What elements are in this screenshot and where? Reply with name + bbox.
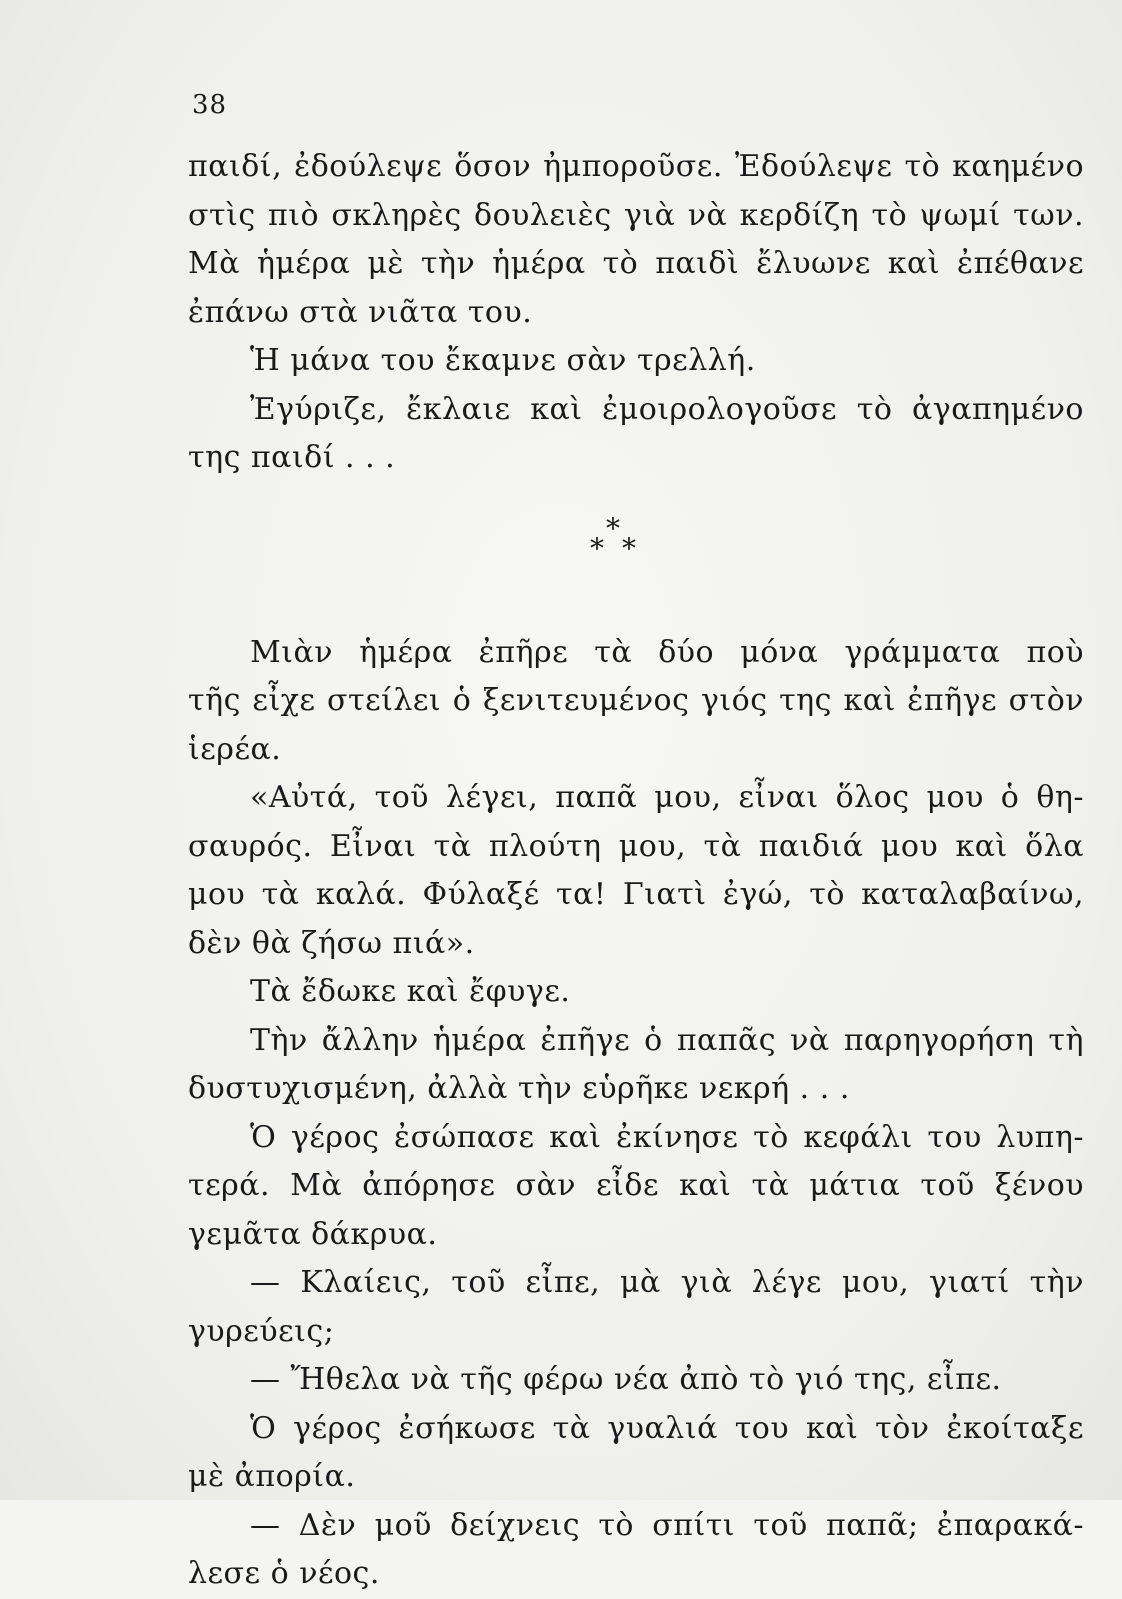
text-line: — Κλαίεις, τοῦ εἶπε, μὰ γιὰ λέγε μου, γιατί τὴν: [250, 1265, 1084, 1300]
text-line: δὲν θὰ ζήσω πιά».: [188, 925, 475, 961]
paragraph: [188, 1405, 1084, 1502]
text-line: Τὰ ἔδωκε καὶ ἔφυγε.: [250, 974, 571, 1009]
text-line: λεσε ὁ νέος.: [188, 1556, 380, 1591]
paragraph: [188, 386, 1084, 483]
text-line: — Δὲν μοῦ δείχνεις τὸ σπίτι τοῦ παπᾶ; ἐπαρακά-: [250, 1507, 1084, 1543]
paragraph: [188, 337, 1084, 386]
text-line: Τὴν ἄλλην ἡμέρα ἐπῆγε ὁ παπᾶς νὰ παρηγορήση τὴ: [250, 1022, 1084, 1058]
text-line: — Ἤθελα νὰ τῆς φέρω νέα ἀπὸ τὸ γιό της, εἶπε.: [250, 1362, 1002, 1397]
text-line: Ὁ γέρος ἐσήκωσε τὰ γυαλιά του καὶ τὸν ἐκοίταξε: [250, 1410, 1084, 1446]
paragraph: [188, 1017, 1084, 1114]
text-line: γεμᾶτα δάκρυα.: [188, 1216, 438, 1252]
text-line: Μὰ ἡμέρα μὲ τὴν ἡμέρα τὸ παιδὶ ἔλυωνε καὶ ἐπέθανε: [188, 246, 1084, 281]
text-part-1: [188, 143, 1084, 483]
asterisk-top: *: [606, 511, 620, 545]
text-part-2: [188, 629, 1084, 1599]
paragraph: [188, 143, 1084, 337]
text-line: ἱερέα.: [188, 731, 282, 767]
text-line: μου τὰ καλά. Φύλαξέ τα! Γιατὶ ἐγώ, τὸ καταλαβαίνω,: [188, 877, 1084, 912]
text-line: Ἐγύριζε, ἔκλαιε καὶ ἐμοιρολογοῦσε τὸ ἀγαπημένο: [250, 391, 1084, 427]
paragraph: [188, 968, 1084, 1017]
text-line: Ἡ μάνα του ἔκαμνε σὰν τρελλή.: [250, 343, 756, 378]
text-line: μὲ ἀπορία.: [188, 1459, 356, 1494]
page-number: 38: [192, 90, 228, 120]
paragraph: [188, 1356, 1084, 1405]
paragraph: [188, 1259, 1084, 1356]
paragraph: [188, 629, 1084, 775]
text-line: παιδί, ἐδούλεψε ὅσον ἠμποροῦσε. Ἐδούλεψε τὸ καημένο: [188, 149, 1084, 184]
text-line: τῆς εἶχε στείλει ὁ ξενιτευμένος γιός της καὶ ἐπῆγε στὸν: [188, 683, 1084, 718]
text-line: ἐπάνω στὰ νιᾶτα του.: [188, 294, 533, 330]
asterisk-right: *: [622, 531, 636, 565]
text-line: στὶς πιὸ σκληρὲς δουλειὲς γιὰ νὰ κερδίζη τὸ ψωμί των.: [188, 197, 1084, 233]
body-text: [188, 143, 1084, 1599]
paragraph: [188, 1502, 1084, 1599]
paragraph: [188, 774, 1084, 968]
text-line: γυρεύεις;: [188, 1313, 335, 1349]
text-line: τερά. Μὰ ἀπόρησε σὰν εἶδε καὶ τὰ μάτια τοῦ ξένου: [188, 1168, 1084, 1203]
text-line: Ὁ γέρος ἐσώπασε καὶ ἐκίνησε τὸ κεφάλι του λυπη-: [250, 1119, 1084, 1155]
paragraph: [188, 1114, 1084, 1260]
text-line: της παιδί . . .: [188, 440, 396, 475]
asterisk-left: *: [590, 531, 604, 565]
text-line: «Αὐτά, τοῦ λέγει, παπᾶ μου, εἶναι ὅλος μου ὁ θη-: [250, 780, 1084, 815]
section-break-asterism: [188, 483, 1084, 629]
text-line: σαυρός. Εἶναι τὰ πλούτη μου, τὰ παιδιά μου καὶ ὅλα: [188, 828, 1084, 864]
text-line: Μιὰν ἡμέρα ἐπῆρε τὰ δύο μόνα γράμματα ποὺ: [250, 634, 1084, 670]
text-line: δυστυχισμένη, ἀλλὰ τὴν εὑρῆκε νεκρή . . .: [188, 1071, 850, 1106]
